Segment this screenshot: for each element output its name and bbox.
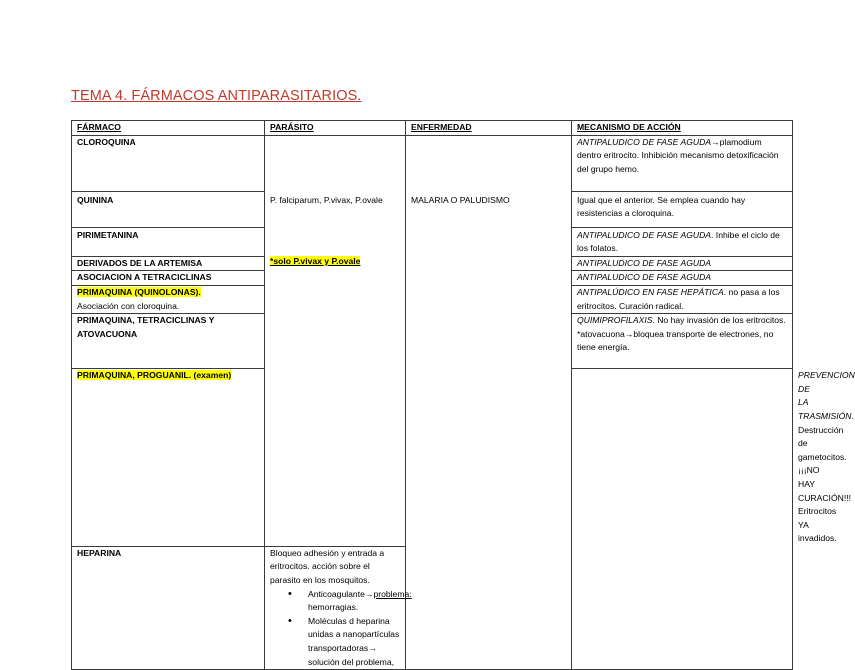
enfermedad-text: MALARIA O PALUDISMO (411, 194, 510, 205)
drug-cell (72, 256, 265, 271)
mecanismo-cell (572, 271, 793, 286)
enfermedad-cell (406, 135, 572, 670)
drug-name: DERIVADOS DE LA ARTEMISA (77, 257, 203, 268)
bullet-text-end: hemorragias. (308, 602, 359, 613)
parasito-cell-top (265, 135, 406, 227)
drug-name: PRIMAQUINA, PROGUANIL. (examen) (77, 370, 232, 381)
list-item (308, 588, 412, 615)
parasito-cell-bottom (265, 227, 406, 546)
header-mecanismo: MECANISMO DE ACCIÓN (572, 121, 793, 136)
list-item (308, 615, 401, 669)
drug-name: PIRIMETANINA (77, 229, 139, 240)
mech-text: . Destrucción de gametocitos. ¡¡¡NO HAY CURACIÓN!!! Eritrocitos YA invadidos. (798, 410, 854, 544)
mech-italic: ANTIPALUDICO DE FASE AGUDA (577, 229, 712, 240)
mech-italic: QUIMIPROFILAXIS (577, 315, 653, 326)
parasito-note: *solo P.vivax y P.ovale (270, 256, 361, 267)
drug-cell (72, 314, 265, 369)
header-enfermedad: ENFERMEDAD (406, 121, 572, 136)
mecanismo-cell (572, 191, 793, 227)
drug-name: PRIMAQUINA, TETRACICLINAS Y ATOVACUONA (77, 315, 215, 339)
drug-cell (72, 135, 265, 191)
drug-name: ASOCIACION A TETRACICLINAS (77, 272, 212, 283)
bullet-text: Moléculas d heparina unidas a nanopartículas transportadoras→ solución del problema, (308, 615, 400, 667)
mech-italic: ANTIPALUDICO DE FASE AGUDA (577, 136, 712, 147)
drug-cell (72, 271, 265, 286)
mech-text: . no pasa a los eritrocitos. Curación radical. (577, 286, 780, 311)
mech-text: Bloqueo adhesión y entrada a eritrocitos. acción sobre el parasito en los mosquitos. (270, 547, 385, 586)
mecanismo-cell (572, 256, 793, 271)
mecanismo-cell (572, 285, 793, 313)
bullet-underlined: problema: (373, 588, 412, 599)
table-row (72, 135, 793, 191)
drug-table (71, 120, 855, 670)
mech-text-2: *atovacuona→bloquea transporte de electrones, no tiene energía. (577, 328, 774, 353)
drug-cell (72, 285, 265, 313)
mech-text: . No hay invasión de los eritrocitos. (652, 315, 786, 326)
mech-text: . Inhibe el ciclo de los folatos. (577, 229, 780, 254)
mech-italic: ANTIPALÚDICO EN FASE HEPÁTICA (577, 286, 724, 297)
header-farmaco: FÁRMACO (72, 121, 265, 136)
drug-name: CLOROQUINA (77, 136, 136, 147)
mech-text: →plamodium dentro eritrocito. Inhibición mecanismo detoxificación del grupo hemo. (577, 136, 779, 174)
mech-bullet-list (270, 588, 412, 670)
drug-name: QUININA (77, 194, 114, 205)
mecanismo-cell (572, 314, 793, 369)
parasito-cell-empty (572, 369, 793, 670)
table-header-row (72, 121, 793, 136)
mech-text: Igual que el anterior. Se emplea cuando hay resistencias a cloroquina. (577, 194, 746, 219)
page-title: TEMA 4. FÁRMACOS ANTIPARASITARIOS. (71, 88, 362, 104)
drug-cell (72, 546, 265, 669)
parasito-text: P. falciparum, P.vivax, P.ovale (270, 194, 383, 205)
bullet-text: Anticoagulante→ (308, 588, 374, 599)
mecanismo-cell (265, 546, 412, 669)
drug-subtext: Asociación con cloroquina. (77, 300, 180, 311)
mech-italic: ANTIPALUDICO DE FASE AGUDA (577, 257, 712, 268)
mech-italic: ANTIPALUDICO DE FASE AGUDA (577, 272, 712, 283)
header-parasito: PARÁSITO (265, 121, 406, 136)
mecanismo-cell (572, 227, 793, 256)
drug-name: PRIMAQUINA (QUINOLONAS). (77, 286, 201, 297)
drug-cell (72, 227, 265, 256)
drug-name: HEPARINA (77, 547, 122, 558)
drug-cell (72, 369, 265, 547)
mech-italic: PREVENCION DE LA TRASMISIÓN (798, 370, 855, 421)
drug-cell (72, 191, 265, 227)
mecanismo-cell (572, 135, 793, 191)
